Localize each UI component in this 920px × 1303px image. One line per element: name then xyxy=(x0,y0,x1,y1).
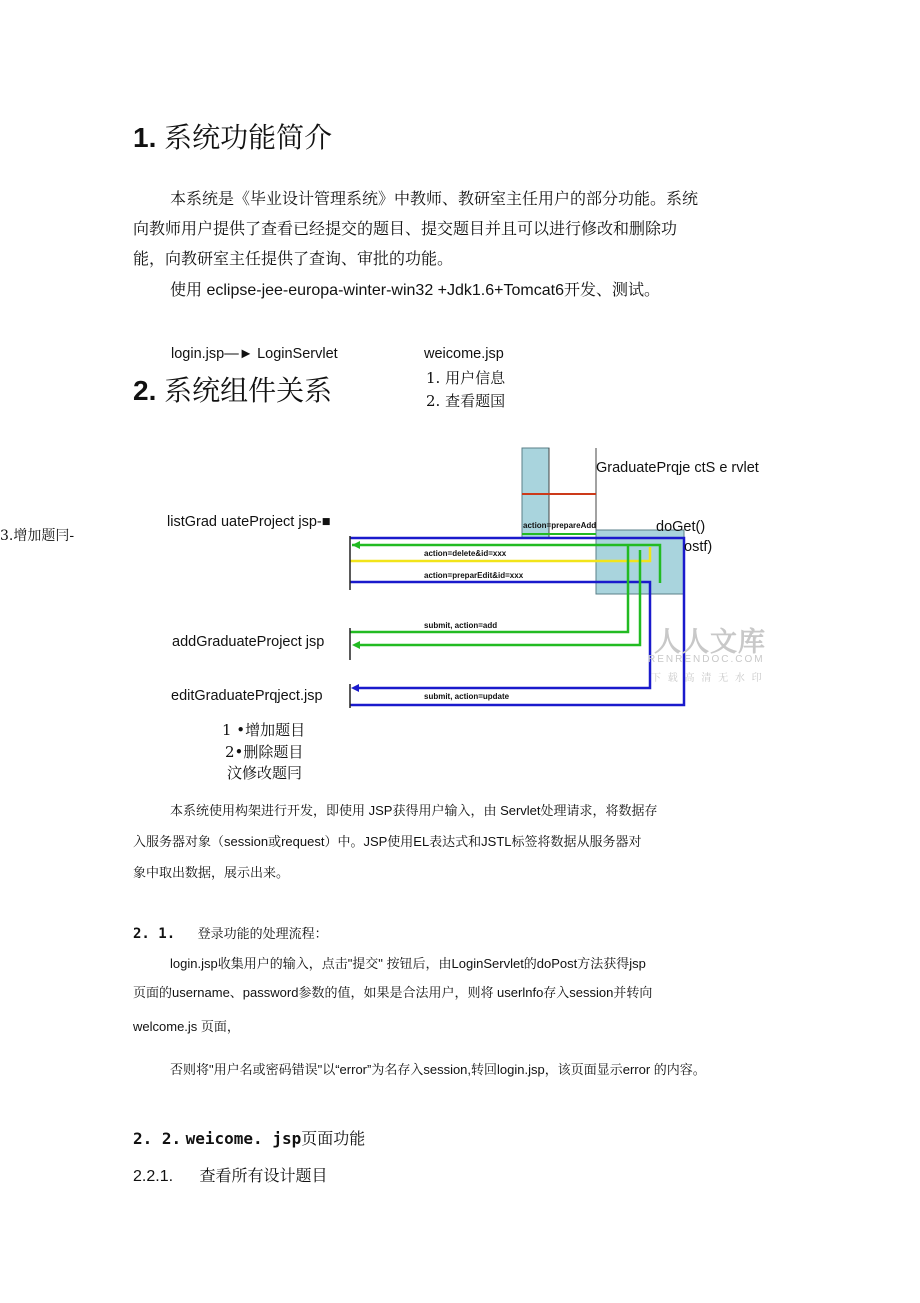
list-page-label: listGrad uateProject jsp-■ xyxy=(167,514,331,530)
doget-label: doGet() xyxy=(656,519,706,535)
bottom-item-2: 2•删除题目 xyxy=(225,743,304,761)
section-2-2-title: 页面功能 xyxy=(301,1131,366,1148)
arrow-label-submit-update: submit, action=update xyxy=(424,692,510,701)
arrow-label-prepare-edit: action=preparEdit&id=xxx xyxy=(424,571,524,580)
intro-line-2: 向教师用户提供了查看已经提交的题目、提交题目并且可以进行修改和删除功 xyxy=(133,221,678,238)
login-line-1: login.jsp收集用户的输入，点击"提交" 按钮后，由LoginServlet的doPost方法获得jsp xyxy=(170,956,646,971)
intro-line-3: 能，向教研室主任提供了查询、审批的功能。 xyxy=(133,251,454,268)
desc-line-3: 象中取出数据，展示出来。 xyxy=(133,865,290,880)
welcome-item-2: 2. 查看题国 xyxy=(426,392,506,410)
arrow-label-delete: action=delete&id=xxx xyxy=(424,549,507,558)
arrowhead-add xyxy=(352,641,360,649)
add-topic-side-label: 3.增加题冃- xyxy=(0,528,75,544)
section-2-1-title: 登录功能的处理流程： xyxy=(197,926,328,941)
intro-line-1: 本系统是《毕业设计管理系统》中教师、教研室主任用户的部分功能。系统 xyxy=(170,191,699,208)
watermark-logo: 人人文库 xyxy=(654,627,766,657)
desc-line-1: 本系统使用构架进行开发，即使用 JSP获得用户输入，由 Servlet处理请求，将数据存 xyxy=(170,803,658,818)
edit-page-label: editGraduatePrqject.jsp xyxy=(171,688,323,704)
login-line-2: 页面的username、password参数的值，如果是合法用户，则将 userlnfo存入session并转向 xyxy=(133,985,653,1000)
arrow-label-prepare-add: action=prepareAdd xyxy=(523,521,597,530)
green-submit-add xyxy=(350,545,628,632)
watermark-domain: RENRENDOC.COM xyxy=(648,654,765,665)
login-line-3: welcome.js 页面， xyxy=(133,1019,240,1034)
bottom-item-3: 汶修改题冃 xyxy=(227,764,303,782)
section-2-2-code: weicome. jsp xyxy=(185,1129,302,1148)
blue-prepare-edit xyxy=(350,582,650,688)
section-2-number: 2. xyxy=(133,375,157,406)
dopost-label: ostf) xyxy=(684,539,713,555)
section-2-2-1-title: 查看所有设计题目 xyxy=(199,1168,328,1185)
login-flow-label: login.jsp—► LoginServlet xyxy=(171,346,338,362)
section-2-1-heading xyxy=(133,923,328,943)
section-2-2-1-number: 2.2.1. xyxy=(133,1168,174,1185)
section-1-number: 1. xyxy=(133,122,157,153)
arrow-label-submit-add: submit, action=add xyxy=(424,621,498,630)
desc-line-2: 入服务器对象（session或request）中。JSP使用EL表达式和JSTL标签将数据从服务器对 xyxy=(133,834,642,849)
arrowhead-edit xyxy=(351,684,359,692)
watermark-slogan: 下 载 高 清 无 水 印 xyxy=(651,673,764,684)
welcome-label: weicome.jsp xyxy=(424,346,504,362)
section-2-2-number: 2. 2. xyxy=(133,1129,182,1148)
welcome-item-1: 1. 用户信息 xyxy=(426,369,506,387)
servlet-label: GraduatePrqje ctS e rvlet xyxy=(596,460,759,476)
bottom-item-1: 1 •增加题目 xyxy=(222,721,306,739)
section-1-title: 系统功能简介 xyxy=(164,122,333,153)
add-page-label: addGraduateProject jsp xyxy=(172,634,325,650)
section-2-2-heading xyxy=(133,1126,365,1149)
section-2-1-number: 2. 1. xyxy=(133,926,176,942)
arrowhead-delete xyxy=(352,541,360,549)
login-line-4: 否则将"用户名或密码错误"以“error”为名存入session,转回login.jsp，该页面显示error 的内容。 xyxy=(170,1062,706,1077)
section-2-2-1-heading xyxy=(133,1163,328,1186)
intro-line-4: 使用 eclipse-jee-europa-winter-win32 +Jdk1.6+Tomcat6开发、测试。 xyxy=(170,282,660,299)
section-2-title: 系统组件关系 xyxy=(164,375,333,406)
